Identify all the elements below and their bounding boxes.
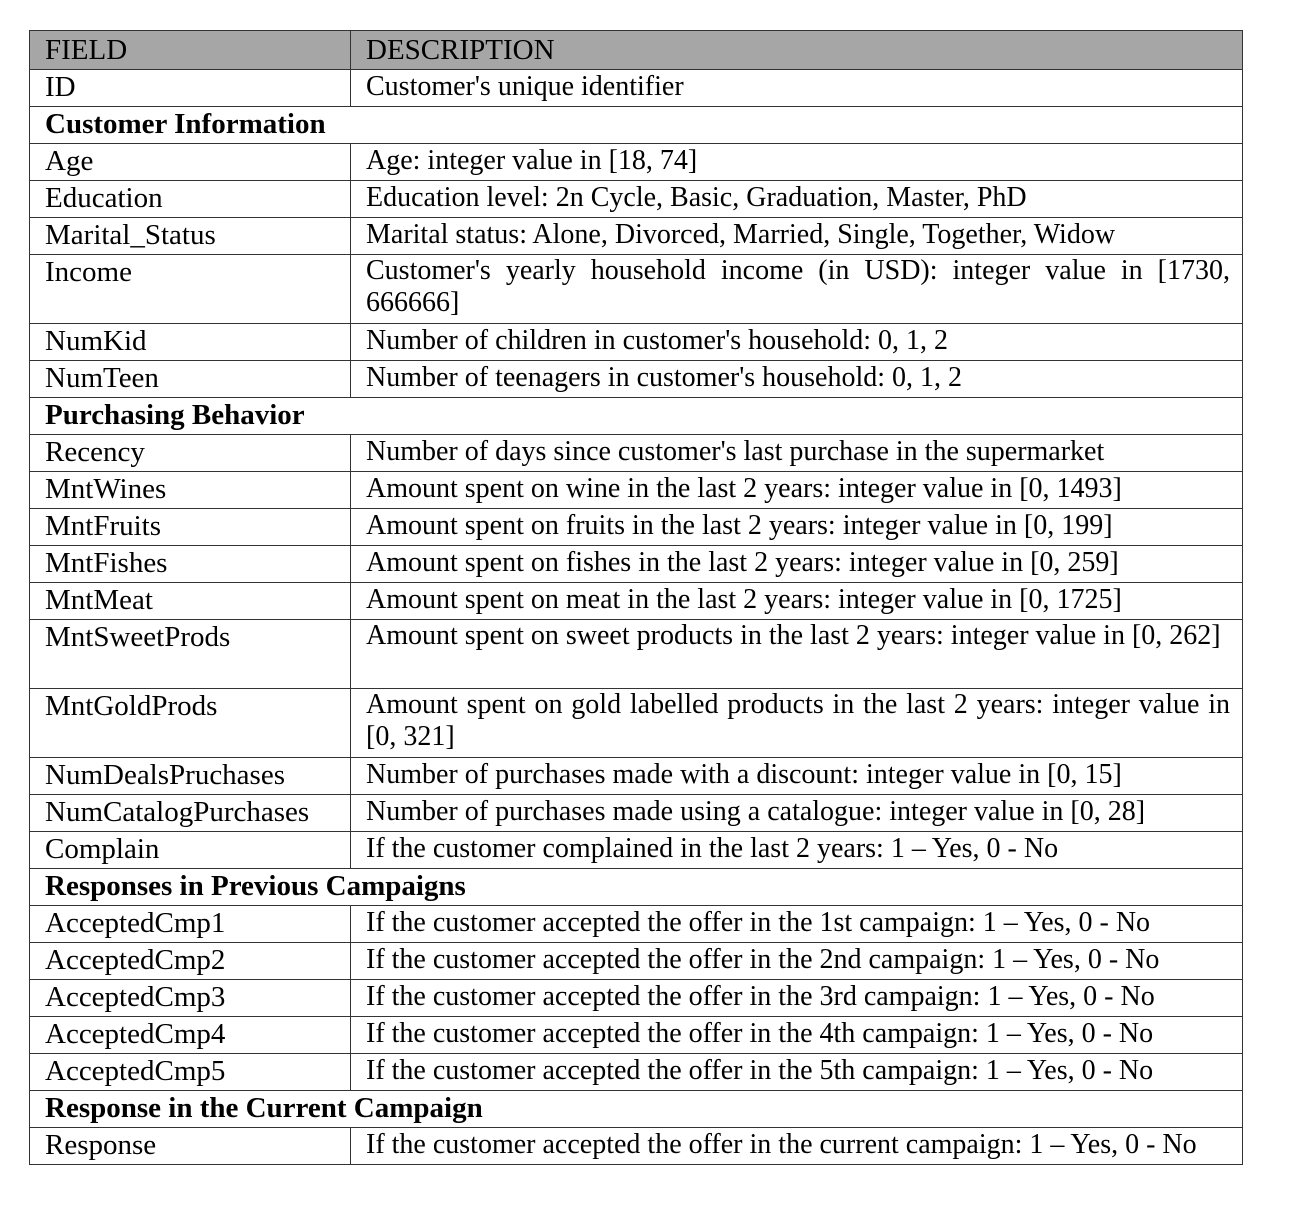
table-row: [30, 70, 1243, 107]
field-name: ID: [30, 70, 351, 107]
field-description: Amount spent on fishes in the last 2 years: integer value in [0, 259]: [351, 546, 1243, 583]
table-row: [30, 620, 1243, 689]
table-row: [30, 583, 1243, 620]
section-title: Response in the Current Campaign: [30, 1091, 1243, 1128]
field-description: Amount spent on gold labelled products in the last 2 years: integer value in [0, 321]: [351, 689, 1243, 758]
table-row: [30, 255, 1243, 324]
field-name: MntGoldProds: [30, 689, 351, 758]
field-description: If the customer accepted the offer in the 4th campaign: 1 – Yes, 0 - No: [351, 1017, 1243, 1054]
table-row: [30, 218, 1243, 255]
table-row: [30, 361, 1243, 398]
table-row: [30, 546, 1243, 583]
field-name: Complain: [30, 832, 351, 869]
field-name: Response: [30, 1128, 351, 1165]
field-description: Number of children in customer's household: 0, 1, 2: [351, 324, 1243, 361]
table-row: [30, 943, 1243, 980]
field-column-header: FIELD: [30, 31, 351, 70]
field-name: AcceptedCmp2: [30, 943, 351, 980]
field-description: If the customer accepted the offer in the current campaign: 1 – Yes, 0 - No: [351, 1128, 1243, 1165]
section-header-current-campaign: [30, 1091, 1243, 1128]
field-name: NumKid: [30, 324, 351, 361]
field-description: Education level: 2n Cycle, Basic, Graduation, Master, PhD: [351, 181, 1243, 218]
field-description: If the customer complained in the last 2 years: 1 – Yes, 0 - No: [351, 832, 1243, 869]
table-row: [30, 906, 1243, 943]
field-description: Number of teenagers in customer's household: 0, 1, 2: [351, 361, 1243, 398]
section-header-customer-information: [30, 107, 1243, 144]
table-row: [30, 181, 1243, 218]
field-name: Income: [30, 255, 351, 324]
field-name: AcceptedCmp4: [30, 1017, 351, 1054]
table-row: [30, 689, 1243, 758]
header-row: [30, 31, 1243, 70]
field-name: Marital_Status: [30, 218, 351, 255]
field-description: Number of purchases made using a catalogue: integer value in [0, 28]: [351, 795, 1243, 832]
field-name: NumDealsPruchases: [30, 758, 351, 795]
section-header-purchasing-behavior: [30, 398, 1243, 435]
field-description: Amount spent on wine in the last 2 years: integer value in [0, 1493]: [351, 472, 1243, 509]
field-description: If the customer accepted the offer in the 2nd campaign: 1 – Yes, 0 - No: [351, 943, 1243, 980]
field-description: Age: integer value in [18, 74]: [351, 144, 1243, 181]
table-row: [30, 144, 1243, 181]
table-row: [30, 435, 1243, 472]
section-title: Responses in Previous Campaigns: [30, 869, 1243, 906]
field-name: NumCatalogPurchases: [30, 795, 351, 832]
table-row: [30, 980, 1243, 1017]
field-description: If the customer accepted the offer in the 3rd campaign: 1 – Yes, 0 - No: [351, 980, 1243, 1017]
table-row: [30, 795, 1243, 832]
field-name: MntFruits: [30, 509, 351, 546]
field-name: AcceptedCmp1: [30, 906, 351, 943]
field-description: Number of purchases made with a discount: integer value in [0, 15]: [351, 758, 1243, 795]
field-name: Education: [30, 181, 351, 218]
field-name: NumTeen: [30, 361, 351, 398]
field-name: AcceptedCmp3: [30, 980, 351, 1017]
field-description: If the customer accepted the offer in the 5th campaign: 1 – Yes, 0 - No: [351, 1054, 1243, 1091]
table-row: [30, 324, 1243, 361]
section-header-previous-campaigns: [30, 869, 1243, 906]
table-row: [30, 832, 1243, 869]
field-description: Marital status: Alone, Divorced, Married, Single, Together, Widow: [351, 218, 1243, 255]
field-description-table: [29, 30, 1243, 1165]
section-title: Customer Information: [30, 107, 1243, 144]
field-description: Number of days since customer's last purchase in the supermarket: [351, 435, 1243, 472]
field-description: Amount spent on meat in the last 2 years: integer value in [0, 1725]: [351, 583, 1243, 620]
field-name: AcceptedCmp5: [30, 1054, 351, 1091]
field-description: Customer's unique identifier: [351, 70, 1243, 107]
field-name: MntSweetProds: [30, 620, 351, 689]
field-name: MntMeat: [30, 583, 351, 620]
table-row: [30, 1128, 1243, 1165]
field-name: MntWines: [30, 472, 351, 509]
section-title: Purchasing Behavior: [30, 398, 1243, 435]
table-row: [30, 472, 1243, 509]
field-name: Recency: [30, 435, 351, 472]
table-row: [30, 509, 1243, 546]
field-name: MntFishes: [30, 546, 351, 583]
table-row: [30, 1054, 1243, 1091]
table-row: [30, 758, 1243, 795]
field-description: Amount spent on sweet products in the last 2 years: integer value in [0, 262]: [351, 620, 1243, 689]
field-description: If the customer accepted the offer in the 1st campaign: 1 – Yes, 0 - No: [351, 906, 1243, 943]
field-name: Age: [30, 144, 351, 181]
description-column-header: DESCRIPTION: [351, 31, 1243, 70]
table-row: [30, 1017, 1243, 1054]
field-description: Amount spent on fruits in the last 2 years: integer value in [0, 199]: [351, 509, 1243, 546]
field-description: Customer's yearly household income (in USD): integer value in [1730, 666666]: [351, 255, 1243, 324]
